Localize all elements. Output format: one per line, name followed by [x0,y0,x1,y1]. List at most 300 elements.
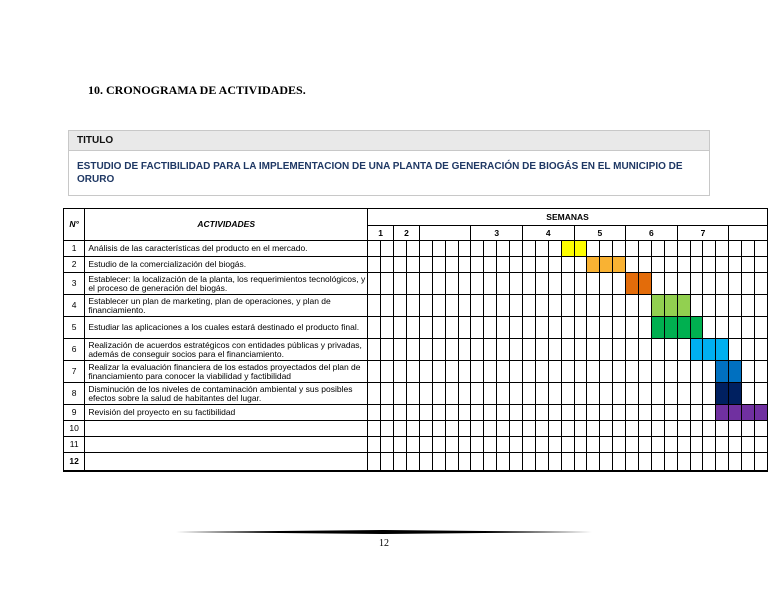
activity-row [64,257,768,273]
gantt-bar-cell [664,317,677,339]
schedule-cell [497,317,510,339]
schedule-cell [574,437,587,453]
schedule-cell [548,405,561,421]
schedule-cell [613,273,626,295]
schedule-cell [471,453,484,471]
schedule-cell [690,453,703,471]
schedule-cell [368,317,381,339]
gantt-bar-cell [742,405,755,421]
schedule-cell [664,273,677,295]
schedule-cell [651,339,664,361]
schedule-cell [458,421,471,437]
schedule-cell [420,257,433,273]
header-activities: ACTIVIDADES [85,209,368,241]
schedule-cell [523,273,536,295]
schedule-cell [445,273,458,295]
schedule-cell [548,257,561,273]
schedule-cell [690,273,703,295]
schedule-cell [664,421,677,437]
gantt-bar-cell [651,295,664,317]
schedule-cell [432,405,445,421]
schedule-cell [754,257,767,273]
schedule-cell [703,241,716,257]
schedule-cell [368,273,381,295]
schedule-cell [432,273,445,295]
schedule-cell [381,361,394,383]
schedule-cell [394,361,407,383]
activity-text [85,421,368,437]
schedule-cell [420,421,433,437]
schedule-cell [458,257,471,273]
schedule-cell [651,421,664,437]
schedule-cell [523,453,536,471]
schedule-cell [754,453,767,471]
schedule-cell [677,241,690,257]
schedule-cell [381,405,394,421]
schedule-cell [471,241,484,257]
row-number: 10 [64,421,85,437]
schedule-cell [613,295,626,317]
schedule-cell [445,421,458,437]
schedule-cell [497,405,510,421]
schedule-cell [458,295,471,317]
activity-text: Realización de acuerdos estratégicos con entidades públicas y privadas, además de conseguir socios para el financiamiento. [85,339,368,361]
schedule-cell [407,405,420,421]
row-number: 8 [64,383,85,405]
schedule-cell [754,339,767,361]
row-number: 3 [64,273,85,295]
schedule-cell [394,273,407,295]
schedule-cell [484,383,497,405]
schedule-cell [432,317,445,339]
schedule-cell [703,317,716,339]
schedule-cell [677,339,690,361]
schedule-cell [432,241,445,257]
schedule-cell [510,421,523,437]
schedule-cell [729,317,742,339]
schedule-cell [613,421,626,437]
schedule-cell [432,437,445,453]
activity-text: Establecer un plan de marketing, plan de operaciones, y plan de financiamiento. [85,295,368,317]
schedule-cell [729,421,742,437]
schedule-cell [677,383,690,405]
schedule-cell [664,383,677,405]
schedule-cell [471,361,484,383]
schedule-cell [742,241,755,257]
schedule-cell [548,339,561,361]
schedule-cell [677,273,690,295]
schedule-cell [445,241,458,257]
schedule-cell [381,421,394,437]
schedule-cell [394,339,407,361]
week-label: 2 [394,226,420,241]
schedule-cell [510,295,523,317]
schedule-cell [548,383,561,405]
schedule-cell [381,295,394,317]
schedule-cell [458,437,471,453]
activity-text [85,453,368,471]
schedule-cell [484,295,497,317]
schedule-cell [613,405,626,421]
schedule-cell [716,241,729,257]
schedule-cell [742,257,755,273]
activity-row [64,421,768,437]
schedule-cell [407,383,420,405]
schedule-cell [626,453,639,471]
schedule-cell [754,361,767,383]
gantt-bar-cell [639,273,652,295]
schedule-cell [432,421,445,437]
schedule-cell [651,361,664,383]
schedule-cell [523,241,536,257]
schedule-cell [407,295,420,317]
schedule-cell [484,339,497,361]
schedule-cell [639,241,652,257]
schedule-cell [497,295,510,317]
schedule-cell [458,361,471,383]
schedule-cell [523,383,536,405]
schedule-cell [703,295,716,317]
schedule-cell [510,405,523,421]
row-number: 11 [64,437,85,453]
schedule-cell [471,317,484,339]
schedule-cell [600,273,613,295]
activity-row [64,383,768,405]
schedule-cell [754,383,767,405]
gantt-bar-cell [677,317,690,339]
schedule-cell [368,421,381,437]
schedule-cell [651,405,664,421]
schedule-cell [394,421,407,437]
schedule-cell [561,317,574,339]
schedule-cell [587,339,600,361]
schedule-cell [742,383,755,405]
gantt-bar-cell [600,257,613,273]
schedule-cell [690,383,703,405]
schedule-cell [458,405,471,421]
gantt-bar-cell [716,361,729,383]
schedule-cell [626,241,639,257]
schedule-cell [368,257,381,273]
schedule-cell [690,295,703,317]
schedule-cell [587,273,600,295]
schedule-cell [497,437,510,453]
schedule-cell [613,453,626,471]
row-number: 1 [64,241,85,257]
gantt-bar-cell [626,273,639,295]
week-label: 5 [574,226,626,241]
schedule-cell [600,339,613,361]
schedule-cell [407,317,420,339]
week-label: 6 [626,226,678,241]
schedule-cell [613,317,626,339]
schedule-cell [445,437,458,453]
schedule-cell [677,405,690,421]
schedule-cell [703,437,716,453]
gantt-bar-cell [587,257,600,273]
schedule-cell [703,361,716,383]
schedule-cell [381,437,394,453]
schedule-cell [432,383,445,405]
schedule-cell [394,257,407,273]
schedule-cell [716,295,729,317]
schedule-cell [420,437,433,453]
row-number: 9 [64,405,85,421]
schedule-cell [458,241,471,257]
schedule-cell [729,273,742,295]
schedule-cell [703,273,716,295]
schedule-cell [497,339,510,361]
activity-text: Revisión del proyecto en su factibilidad [85,405,368,421]
schedule-cell [651,241,664,257]
schedule-cell [664,339,677,361]
schedule-cell [561,257,574,273]
schedule-cell [548,437,561,453]
schedule-cell [729,453,742,471]
schedule-cell [703,257,716,273]
gantt-bar-cell [561,241,574,257]
schedule-cell [690,257,703,273]
gantt-bar-cell [729,405,742,421]
gantt-bar-cell [613,257,626,273]
schedule-cell [484,453,497,471]
schedule-cell [561,383,574,405]
schedule-cell [754,317,767,339]
schedule-cell [458,383,471,405]
schedule-cell [561,295,574,317]
schedule-cell [677,437,690,453]
schedule-cell [484,317,497,339]
schedule-cell [497,361,510,383]
schedule-cell [368,383,381,405]
schedule-cell [523,257,536,273]
schedule-cell [535,295,548,317]
schedule-cell [703,421,716,437]
schedule-cell [754,241,767,257]
schedule-cell [639,361,652,383]
schedule-cell [523,317,536,339]
schedule-cell [407,241,420,257]
schedule-cell [639,339,652,361]
schedule-cell [574,257,587,273]
schedule-cell [561,339,574,361]
schedule-cell [394,241,407,257]
schedule-cell [510,273,523,295]
schedule-cell [394,453,407,471]
schedule-cell [626,421,639,437]
schedule-cell [484,405,497,421]
schedule-cell [690,241,703,257]
schedule-cell [613,437,626,453]
schedule-cell [368,295,381,317]
schedule-cell [471,295,484,317]
schedule-cell [523,339,536,361]
schedule-cell [407,361,420,383]
schedule-cell [535,273,548,295]
schedule-cell [600,437,613,453]
week-gap-cell [729,226,768,241]
schedule-cell [407,437,420,453]
schedule-cell [523,437,536,453]
schedule-cell [381,383,394,405]
activity-row [64,405,768,421]
schedule-cell [664,361,677,383]
schedule-cell [420,383,433,405]
schedule-cell [432,339,445,361]
schedule-cell [639,317,652,339]
schedule-cell [523,361,536,383]
schedule-cell [394,383,407,405]
schedule-cell [368,361,381,383]
schedule-cell [497,273,510,295]
week-label: 3 [471,226,523,241]
schedule-cell [742,361,755,383]
schedule-cell [639,257,652,273]
activity-row [64,339,768,361]
schedule-cell [394,405,407,421]
schedule-cell [677,361,690,383]
schedule-cell [432,361,445,383]
row-number: 4 [64,295,85,317]
footer-rule [176,530,592,534]
schedule-cell [742,421,755,437]
title-box [68,130,710,196]
schedule-cell [574,405,587,421]
schedule-cell [600,421,613,437]
schedule-cell [535,421,548,437]
schedule-cell [651,257,664,273]
schedule-cell [458,339,471,361]
schedule-cell [574,295,587,317]
schedule-cell [381,273,394,295]
schedule-cell [535,339,548,361]
schedule-cell [420,273,433,295]
schedule-cell [510,361,523,383]
schedule-cell [445,405,458,421]
schedule-cell [587,317,600,339]
schedule-cell [664,437,677,453]
schedule-cell [639,383,652,405]
schedule-cell [587,421,600,437]
schedule-cell [368,339,381,361]
project-title: ESTUDIO DE FACTIBILIDAD PARA LA IMPLEMENTACION DE UNA PLANTA DE GENERACIÓN DE BIOGÁS EN EL MUNICIPIO DE ORURO [77,161,683,185]
schedule-cell [484,241,497,257]
schedule-cell [420,295,433,317]
schedule-cell [394,295,407,317]
schedule-cell [381,257,394,273]
schedule-cell [535,437,548,453]
schedule-cell [626,361,639,383]
schedule-cell [600,361,613,383]
schedule-cell [742,273,755,295]
schedule-cell [535,361,548,383]
schedule-cell [613,383,626,405]
schedule-cell [716,453,729,471]
schedule-cell [368,453,381,471]
schedule-cell [561,361,574,383]
gantt-bar-cell [690,317,703,339]
schedule-cell [471,257,484,273]
schedule-cell [420,241,433,257]
schedule-cell [445,257,458,273]
schedule-cell [535,317,548,339]
schedule-cell [729,257,742,273]
schedule-cell [407,273,420,295]
row-number: 7 [64,361,85,383]
schedule-cell [381,241,394,257]
schedule-cell [639,405,652,421]
schedule-cell [703,383,716,405]
schedule-cell [742,317,755,339]
schedule-cell [651,437,664,453]
gantt-bar-cell [574,241,587,257]
schedule-cell [600,405,613,421]
schedule-cell [626,295,639,317]
schedule-cell [651,273,664,295]
schedule-cell [510,453,523,471]
schedule-cell [368,437,381,453]
schedule-cell [471,421,484,437]
schedule-cell [407,421,420,437]
section-heading: 10. CRONOGRAMA DE ACTIVIDADES. [88,83,306,97]
schedule-cell [471,339,484,361]
schedule-cell [381,453,394,471]
schedule-cell [561,405,574,421]
week-label: 4 [523,226,575,241]
schedule-cell [445,339,458,361]
activity-row [64,241,768,257]
schedule-cell [407,339,420,361]
schedule-cell [574,339,587,361]
schedule-cell [535,257,548,273]
schedule-cell [742,295,755,317]
schedule-cell [561,453,574,471]
schedule-cell [574,317,587,339]
header-weeks: SEMANAS [368,209,768,226]
gantt-bar-cell [754,405,767,421]
schedule-cell [639,421,652,437]
schedule-cell [651,453,664,471]
schedule-cell [394,317,407,339]
schedule-cell [587,383,600,405]
schedule-cell [690,437,703,453]
schedule-cell [510,437,523,453]
schedule-cell [420,453,433,471]
schedule-cell [497,453,510,471]
schedule-cell [613,241,626,257]
schedule-cell [639,295,652,317]
schedule-cell [458,317,471,339]
schedule-cell [742,453,755,471]
gantt-bar-cell [651,317,664,339]
schedule-cell [587,361,600,383]
schedule-cell [690,361,703,383]
schedule-cell [510,241,523,257]
activity-row [64,361,768,383]
schedule-cell [626,405,639,421]
schedule-cell [535,405,548,421]
schedule-cell [394,437,407,453]
schedule-cell [664,257,677,273]
schedule-cell [729,339,742,361]
schedule-cell [574,383,587,405]
week-label: 1 [368,226,394,241]
schedule-cell [510,317,523,339]
schedule-cell [381,339,394,361]
schedule-cell [420,405,433,421]
schedule-cell [600,295,613,317]
schedule-cell [484,437,497,453]
